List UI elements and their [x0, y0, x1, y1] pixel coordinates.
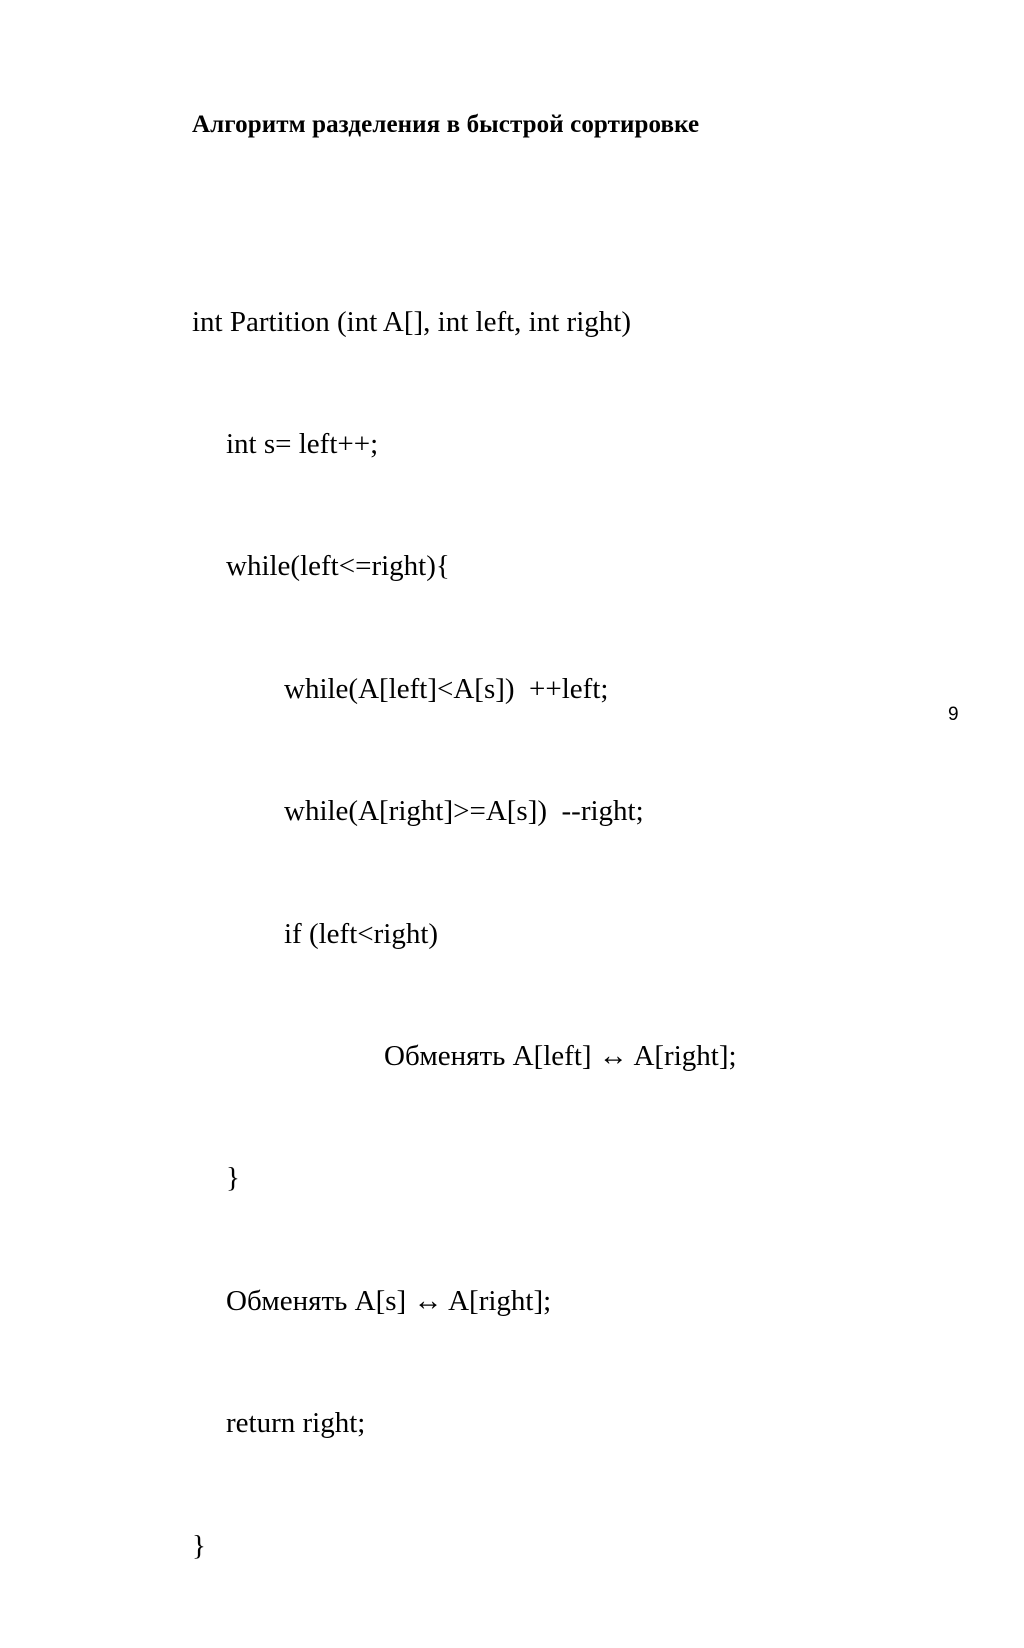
- code-line-if-condition: if (left<right): [284, 917, 439, 950]
- code-line-close-function: }: [192, 1529, 206, 1562]
- page-number: 9: [948, 704, 959, 725]
- code-line-while-right: while(A[right]>=A[s]) --right;: [284, 795, 644, 828]
- code-block: [192, 220, 737, 1648]
- code-line-swap-left-right: Обменять A[left] ↔ A[right];: [384, 1039, 737, 1072]
- code-line-outer-while: while(left<=right){: [226, 550, 450, 583]
- code-line-while-left: while(A[left]<A[s]) ++left;: [284, 672, 609, 705]
- code-line-function-signature: int Partition (int A[], int left, int right): [192, 305, 631, 338]
- code-line-swap-s-right: Обменять A[s] ↔ A[right];: [226, 1284, 552, 1317]
- code-line-return: return right;: [226, 1407, 366, 1440]
- slide-title: Алгоритм разделения в быстрой сортировке: [192, 111, 700, 138]
- code-line-close-while: }: [226, 1162, 240, 1195]
- code-line-declare-s: int s= left++;: [226, 427, 379, 460]
